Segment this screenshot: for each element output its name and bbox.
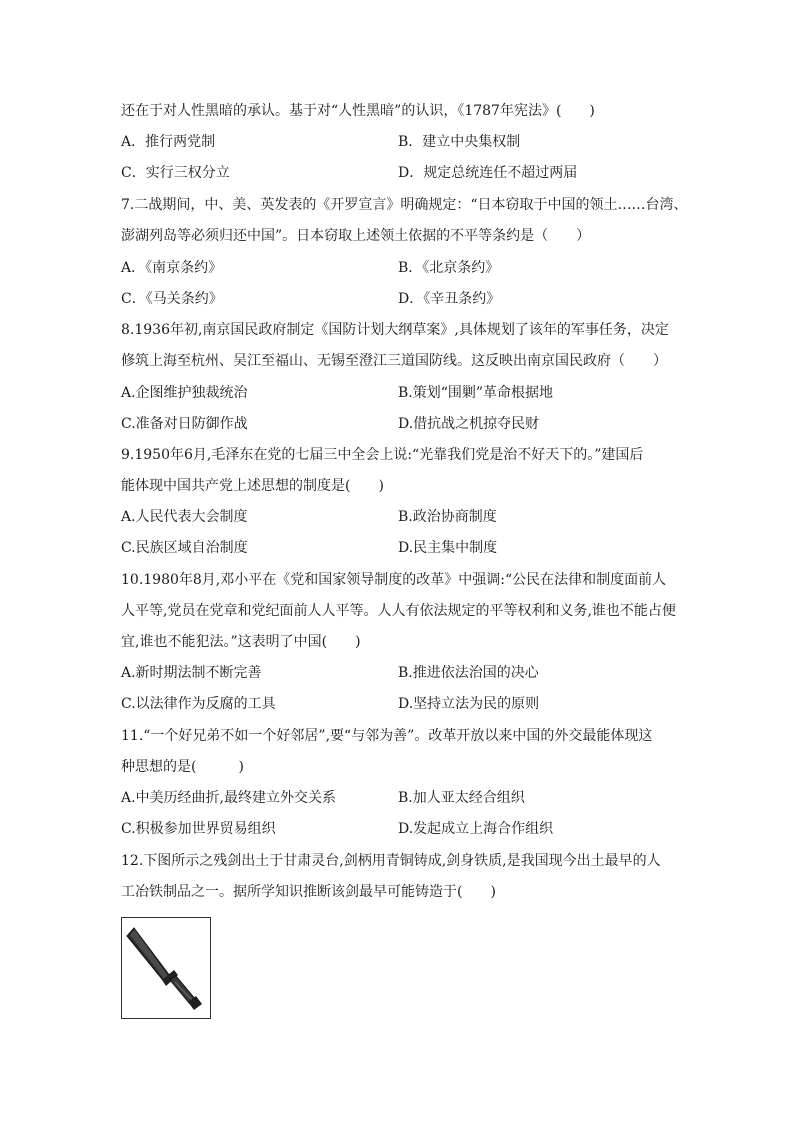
q6-option-b: B．建立中央集权制 — [398, 134, 521, 150]
q9-option-d: D.民主集中制度 — [398, 540, 498, 556]
q10-option-b: B.推进依法治国的决心 — [398, 665, 539, 681]
q10-option-c: C.以法律作为反腐的工具 — [121, 696, 276, 712]
q7-stem-line1: 7.二战期间，中、美、英发表的《开罗宣言》明确规定：“日本窃取于中国的领土……台湾、 — [121, 197, 688, 213]
q12-stem-line1: 12.下图所示之残剑出土于甘肃灵台,剑柄用青铜铸成,剑身铁质,是我国现今出土最早的人 — [121, 853, 661, 869]
q8-option-b: B.策划“围剿”革命根据地 — [398, 385, 554, 401]
q11-option-c: C.积极参加世界贸易组织 — [121, 821, 276, 837]
q9-stem-line2: 能体现中国共产党上述思想的制度是( ) — [121, 478, 384, 494]
q11-option-d: D.发起成立上海合作组织 — [398, 821, 554, 837]
q9-option-b: B.政治协商制度 — [398, 509, 497, 525]
q9-stem-line1: 9.1950年6月,毛泽东在党的七届三中全会上说:“光靠我们党是治不好天下的。”建国后 — [121, 447, 644, 463]
q8-stem-line2: 修筑上海至杭州、吴江至福山、无锡至澄江三道国防线。这反映出南京国民政府（ ） — [121, 353, 667, 369]
q7-option-a: A．《南京条约》 — [121, 260, 223, 276]
sword-figure — [121, 917, 211, 1019]
q10-stem-line3: 宜,谁也不能犯法。”这表明了中国( ) — [121, 634, 361, 650]
q9-option-a: A.人民代表大会制度 — [121, 509, 248, 525]
q11-stem-line1: 11.“一个好兄弟不如一个好邻居”,要“与邻为善”。改革开放以来中国的外交最能体现这 — [121, 728, 653, 744]
q8-option-c: C.准备对日防御作战 — [121, 416, 248, 432]
q7-stem-line2: 澎湖列岛等必须归还中国”。日本窃取上述领土依据的不平等条约是（ ） — [121, 228, 591, 244]
q6-option-a: A．推行两党制 — [121, 134, 216, 150]
q7-option-b: B．《北京条约》 — [398, 260, 500, 276]
q7-option-c: C．《马关条约》 — [121, 291, 223, 307]
q8-option-d: D.借抗战之机掠夺民财 — [398, 416, 540, 432]
q7-option-d: D．《辛丑条约》 — [398, 291, 501, 307]
q6-stem-tail: 还在于对人性黑暗的承认。基于对“人性黑暗”的认识，《1787年宪法》( ) — [121, 103, 595, 119]
q8-stem-line1: 8.1936年初,南京国民政府制定《国防计划大纲草案》,具体规划了该年的军事任务，决定 — [121, 322, 669, 338]
q6-option-d: D．规定总统连任不超过两届 — [398, 165, 578, 181]
q10-option-a: A.新时期法制不断完善 — [121, 665, 262, 681]
q6-option-c: C．实行三权分立 — [121, 165, 230, 181]
q9-option-c: C.民族区域自治制度 — [121, 540, 248, 556]
q10-stem-line1: 10.1980年8月,邓小平在《党和国家领导制度的改革》中强调:“公民在法律和制度面前人 — [121, 572, 667, 588]
q8-option-a: A.企图维护独裁统治 — [121, 385, 248, 401]
q10-option-d: D.坚持立法为民的原则 — [398, 696, 540, 712]
q11-option-b: B.加人亚太经合组织 — [398, 790, 525, 806]
q12-stem-line2: 工冶铁制品之一。据所学知识推断该剑最早可能铸造于( ) — [121, 884, 496, 900]
q10-stem-line2: 人平等,党员在党章和党纪面前人人平等。人人有依法规定的平等权利和义务,谁也不能占便 — [121, 603, 676, 619]
q11-option-a: A.中美历经曲折,最终建立外交关系 — [121, 790, 337, 806]
iron-sword-image — [122, 918, 210, 1018]
q11-stem-line2: 种思想的是( ) — [121, 759, 244, 775]
